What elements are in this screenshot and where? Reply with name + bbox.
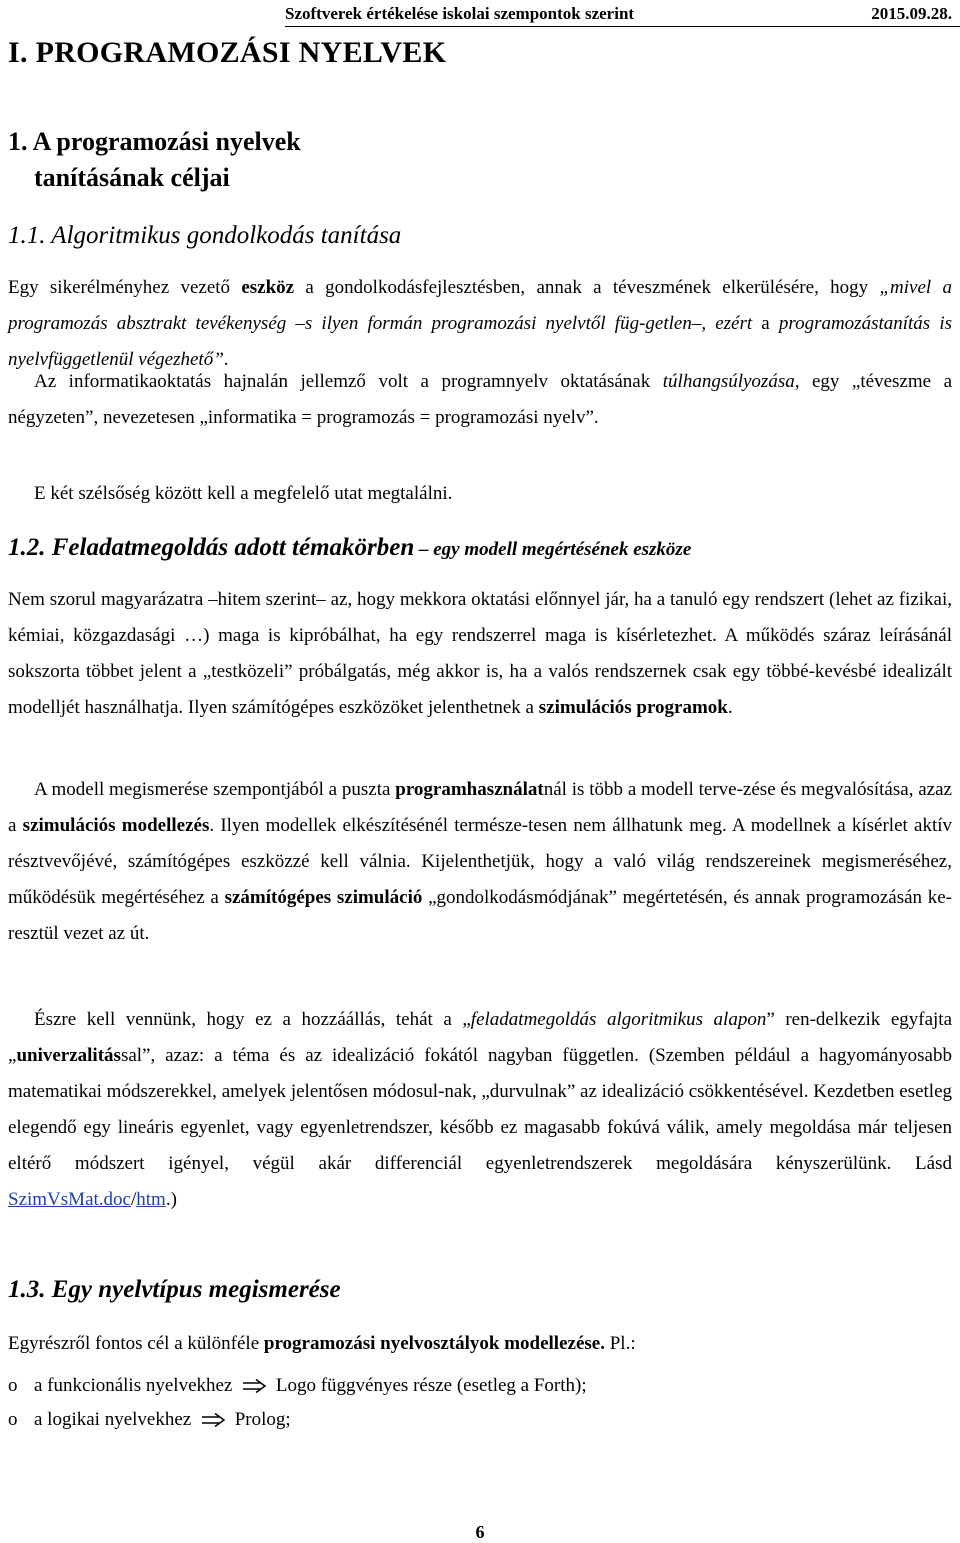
text: . [727, 697, 733, 718]
subsection-1-1-heading: 1.1. Algoritmikus gondolkodás tanítása [8, 222, 402, 249]
text: , egy „téveszme a négyzeten”, nevezetesen „informatika = programozás = programozási nyelv”. [8, 371, 952, 428]
bold-text: programhasználat [395, 779, 544, 800]
header-document-title: Szoftverek értékelése iskolai szempontok szerint [285, 4, 635, 23]
bold-text: programozási nyelvosztályok modellezése. [263, 1333, 605, 1354]
link-htm[interactable]: htm [136, 1189, 166, 1210]
italic-text: feladatmegoldás algoritmikus alapon [470, 1009, 767, 1030]
text: Egyrészről fontos cél a különféle [8, 1333, 264, 1354]
link-szimvsmat-doc[interactable]: SzimVsMat.doc [8, 1189, 131, 1210]
text: .) [165, 1189, 177, 1210]
page-header [0, 2, 960, 34]
text: ” ren-delkezik egyfajta „ [8, 1009, 953, 1066]
s12-paragraph-2 [8, 772, 952, 952]
text: . [223, 349, 229, 370]
chapter-title: I. PROGRAMOZÁSI NYELVEK [8, 36, 447, 69]
text: a [752, 313, 779, 334]
text: Egy sikerélményhez vezető [8, 277, 242, 298]
text: Az informatikaoktatás hajnalán jellemző volt a programnyelv oktatásának [34, 371, 663, 392]
text: Pl.: [604, 1333, 636, 1354]
double-arrow-right-icon [200, 1408, 226, 1438]
double-arrow-right-icon [241, 1374, 267, 1404]
list-text: Prolog; [234, 1409, 291, 1430]
header-date: 2015.09.28. [871, 4, 952, 23]
s12-paragraph-3 [8, 1002, 952, 1218]
italic-text: programozástanítás is nyelvfüggetlenül végezhető” [8, 313, 953, 370]
bold-text: eszköz [241, 277, 295, 298]
text: Nem szorul magyarázatra –hitem szerint– az, hogy mekkora oktatási előnnyel jár, ha a tanuló egy rendszert (lehet az fizikai, kémiai, közgazdasági …) maga is kipróbálhat, ha egy rendszerrel maga is kísérletezhet. A működés száraz leírásánál sokszorta többet jelent a „testközeli” próbálgatás, még akkor is, ha a valós rendszernek csak egy többé-kevésbé idealizált modelljét használhatja. Ilyen számítógépes eszközöket jelenthetnek a [8, 589, 952, 718]
list-text: Logo függvényes része (esetleg a Forth); [275, 1375, 587, 1396]
bold-text: szimulációs modellezés [22, 815, 210, 836]
header-rule [285, 26, 960, 27]
text: a gondolkodásfejlesztésben, annak a téveszmének elkerülésére, hogy [294, 277, 880, 298]
text: Észre kell vennünk, hogy ez a hozzáállás, tehát a „ [34, 1009, 471, 1030]
s12-paragraph-1 [8, 582, 952, 726]
text: . Ilyen modellek elkészítésénél természe-tesen nem állhatunk meg. A modellnek a kísérlet aktív résztvevőjévé, számítógépes eszközzé kell válnia. Kijelenthetjük, hogy a való világ rendszereinek megismeréséhez, működésük megértéséhez a [8, 815, 953, 908]
text: sal”, azaz: a téma és az idealizáció fokától nagyban független. (Szemben például a hagyományosabb matematikai módszerekkel, amelyek jelentősen módosul-nak, „durvulnak” az idealizáció csökkentésével. Kezdetben esetleg elegendő egy lineáris egyenlet, vagy egyenletrendszer, később ez magasabb fokúvá válik, amely megoldása már teljesen eltérő módszert igényel, végül akár differenciál egyenletrendszerek megoldására kényszerülünk. Lásd [8, 1045, 952, 1174]
section-title-line-1: 1. A programozási nyelvek [8, 127, 301, 156]
subsection-1-2-heading [8, 534, 691, 562]
s11-paragraph-3: E két szélsőség között kell a megfelelő utat megtalálni. [34, 483, 453, 504]
section-title-line-2: tanításának céljai [34, 163, 230, 192]
bullet: o [8, 1409, 18, 1430]
italic-text: túlhangsúlyozása [662, 371, 795, 392]
heading-subtitle: – egy modell megértésének eszköze [414, 539, 692, 560]
text: nál is több a modell terve-zése és megvalósítása, azaz a [8, 779, 952, 836]
s13-paragraph-1 [8, 1326, 952, 1362]
text: / [130, 1189, 137, 1210]
italic-text: „mivel a programozás absztrakt tevékenység –s ilyen formán programozási nyelvtől füg-getlen–, ezért [8, 277, 952, 334]
heading-text: 1.2. Feladatmegoldás adott témakörben [8, 534, 415, 561]
list-text: a funkcionális nyelvekhez [34, 1375, 233, 1396]
list-text: a logikai nyelvekhez [34, 1409, 192, 1430]
text: „gondolkodásmódjának” megértetésén, és annak programozásán ke-resztül vezet az út. [8, 887, 953, 944]
text: A modell megismerése szempontjából a puszta [34, 779, 396, 800]
s11-paragraph-2 [8, 364, 952, 436]
list-item [8, 1405, 291, 1438]
subsection-1-3-heading: 1.3. Egy nyelvtípus megismerése [8, 1276, 341, 1303]
bullet: o [8, 1375, 18, 1396]
bold-text: szimulációs programok [538, 697, 728, 718]
s11-paragraph-1 [8, 270, 952, 378]
bold-text: számítógépes szimuláció [224, 887, 423, 908]
list-item [8, 1371, 587, 1404]
page-number: 6 [475, 1522, 485, 1542]
bold-text: univerzalitás [16, 1045, 121, 1066]
section-title [8, 124, 301, 196]
